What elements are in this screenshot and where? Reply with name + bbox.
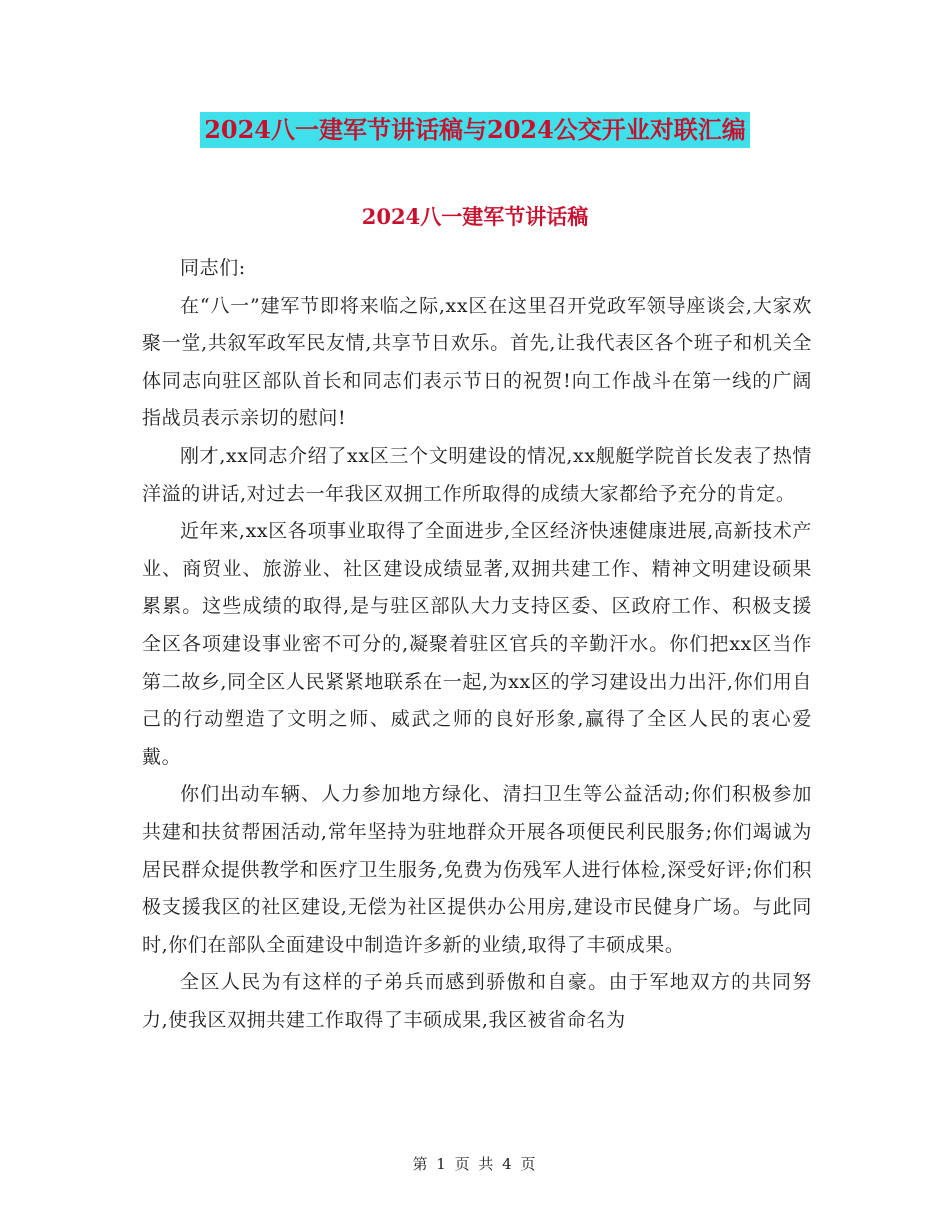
document-main-title: 2024八一建军节讲话稿与2024公交开业对联汇编: [200, 112, 750, 148]
paragraph: 近年来,xx区各项事业取得了全面进步,全区经济快速健康进展,高新技术产业、商贸业、旅游业、社区建设成绩显著,双拥共建工作、精神文明建设硕果累累。这些成绩的取得,是与驻区部队大力支持区委、区政府工作、积极支援全区各项建设事业密不可分的,凝聚着驻区官兵的辛勤汗水。你们把xx区当作第二故乡,同全区人民紧紧地联系在一起,为xx区的学习建设出力出汗,你们用自己的行动塑造了文明之师、威武之师的良好形象,赢得了全区人民的衷心爱戴。: [142, 520, 812, 768]
paragraph: 在“八一”建军节即将来临之际,xx区在这里召开党政军领导座谈会,大家欢聚一堂,共叙军政军民友情,共享节日欢乐。首先,让我代表区各个班子和机关全体同志向驻区部队首长和同志们表示节日的祝贺!向工作战斗在第一线的广阔指战员表示亲切的慰问!: [142, 294, 812, 430]
document-body: [142, 250, 812, 1039]
document-title-container: [0, 112, 950, 148]
paragraph: 刚才,xx同志介绍了xx区三个文明建设的情况,xx舰艇学院首长发表了热情洋溢的讲话,对过去一年我区双拥工作所取得的成绩大家都给予充分的肯定。: [142, 444, 812, 505]
paragraph-salutation: 同志们:: [180, 257, 246, 279]
page-footer: 第 1 页 共 4 页: [412, 1155, 538, 1173]
paragraph: 你们出动车辆、人力参加地方绿化、清扫卫生等公益活动;你们积极参加共建和扶贫帮困活动,常年坚持为驻地群众开展各项便民利民服务;你们竭诚为居民群众提供教学和医疗卫生服务,免费为伤残军人进行体检,深受好评;你们积极支援我区的社区建设,无偿为社区提供办公用房,建设市民健身广场。与此同时,你们在部队全面建设中制造许多新的业绩,取得了丰硕成果。: [142, 783, 812, 956]
section-title: 2024八一建军节讲话稿: [361, 204, 589, 229]
paragraph: 全区人民为有这样的子弟兵而感到骄傲和自豪。由于军地双方的共同努力,使我区双拥共建工作取得了丰硕成果,我区被省命名为: [142, 971, 812, 1031]
